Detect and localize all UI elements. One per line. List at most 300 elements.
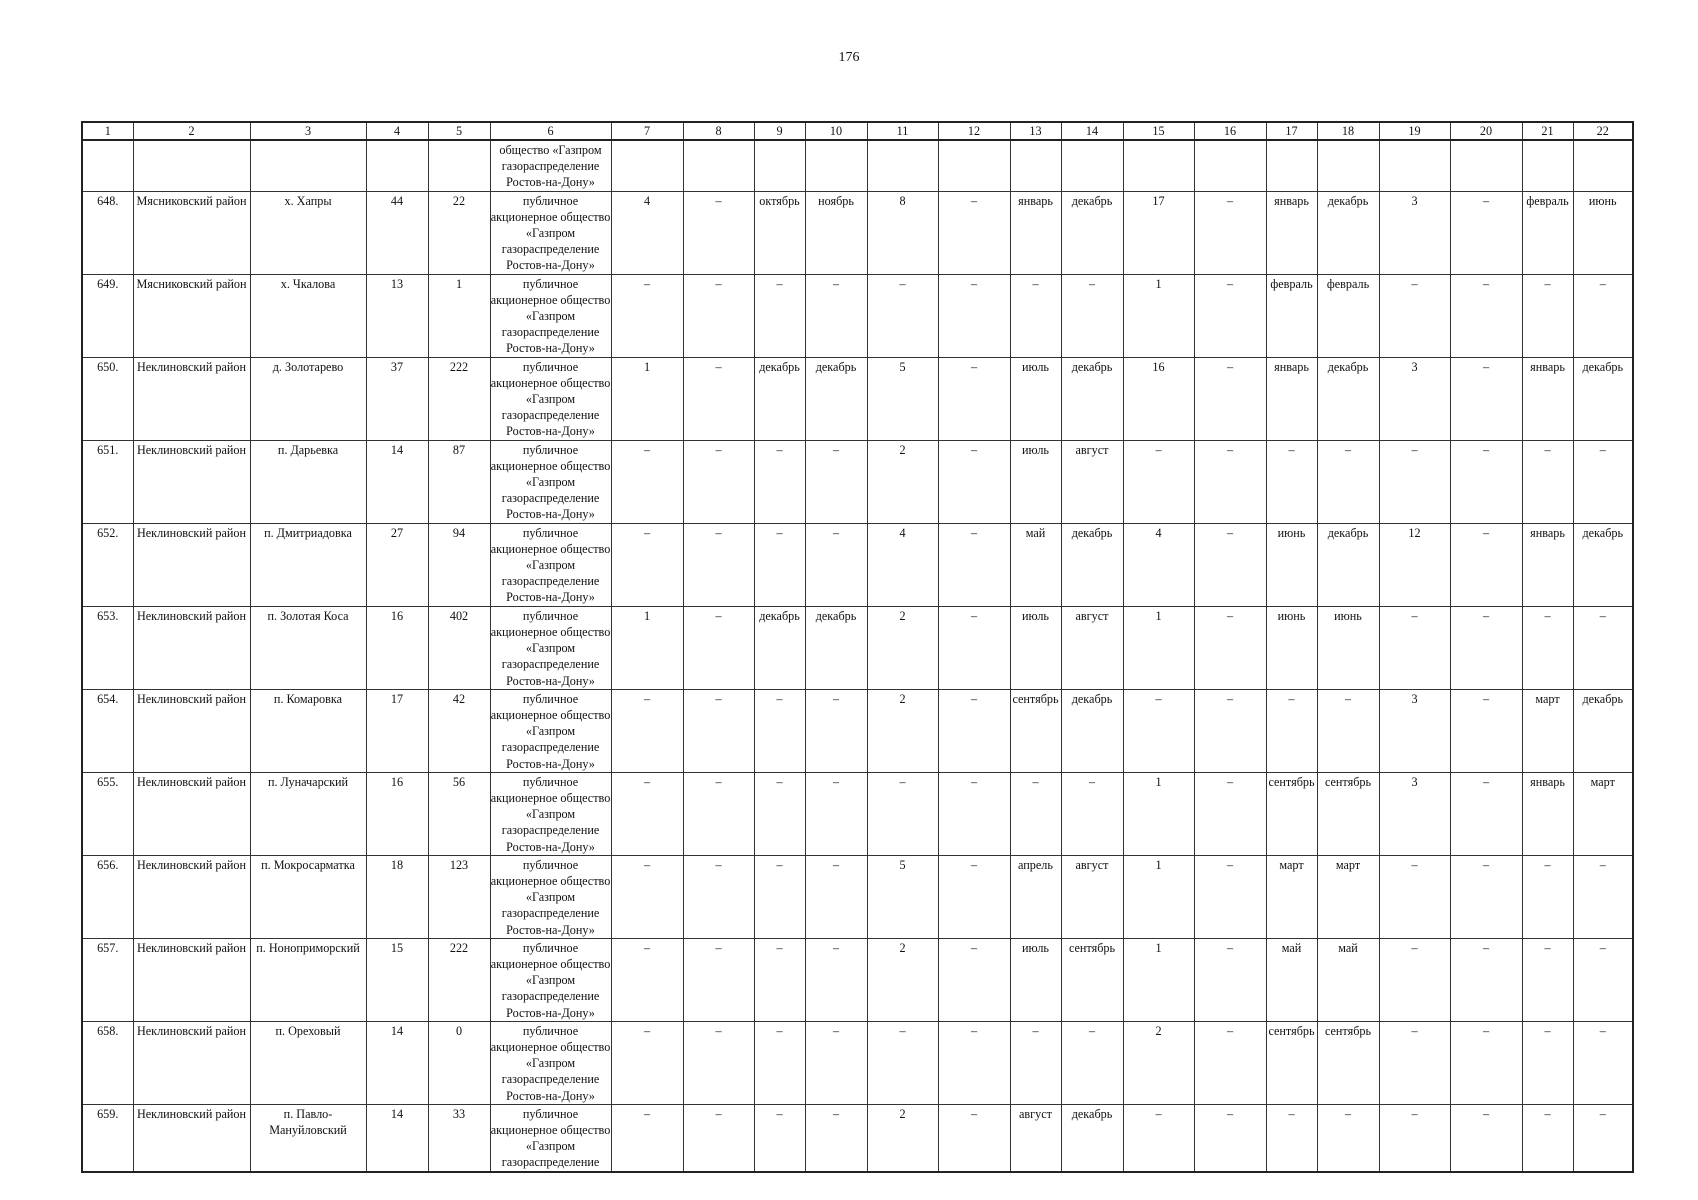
table-cell-col-1: 659. [82, 1104, 133, 1171]
table-cell-col-5: 42 [428, 689, 490, 772]
table-cell-col-3: п. Дарьевка [250, 440, 366, 523]
column-header: 6 [490, 122, 611, 140]
table-cell-col-21: – [1522, 1021, 1573, 1104]
table-cell-col-13: январь [1010, 191, 1061, 274]
table-cell-col-14: декабрь [1061, 191, 1123, 274]
table-cell-col-5: 222 [428, 357, 490, 440]
table-cell-col-5: 87 [428, 440, 490, 523]
table-cell-col-18: март [1317, 855, 1379, 938]
table-cell [1123, 140, 1194, 191]
table-cell-col-3: п. Дмитриадовка [250, 523, 366, 606]
table-cell-col-9: – [754, 1104, 805, 1171]
table-cell-col-18: – [1317, 689, 1379, 772]
table-cell-col-22: – [1573, 606, 1633, 689]
table-cell-col-17: – [1266, 440, 1317, 523]
table-cell-col-6: публичное акционерное общество «Газпром газораспределение Ростов-на-Дону» [490, 855, 611, 938]
table-cell-col-21: январь [1522, 357, 1573, 440]
table-cell-col-10: – [805, 772, 867, 855]
table-cell-col-16: – [1194, 689, 1266, 772]
table-cell-col-13: июль [1010, 606, 1061, 689]
table-cell-col-17: январь [1266, 191, 1317, 274]
table-cell-col-8: – [683, 855, 754, 938]
table-cell-col-9: – [754, 689, 805, 772]
table-cell-col-15: 1 [1123, 606, 1194, 689]
table-cell-col-5: 0 [428, 1021, 490, 1104]
table-cell [867, 140, 938, 191]
column-header: 7 [611, 122, 683, 140]
table-cell-col-6: публичное акционерное общество «Газпром газораспределение Ростов-на-Дону» [490, 274, 611, 357]
table-row [82, 440, 1633, 523]
table-cell-col-9: – [754, 855, 805, 938]
header-row [82, 122, 1633, 140]
table-cell-col-16: – [1194, 274, 1266, 357]
table-cell-col-5: 94 [428, 523, 490, 606]
table-cell-col-1: 655. [82, 772, 133, 855]
table-cell-col-7: – [611, 938, 683, 1021]
table-cell-col-8: – [683, 523, 754, 606]
table-cell-col-22: – [1573, 1021, 1633, 1104]
table-cell-col-15: – [1123, 440, 1194, 523]
table-cell-col-10: – [805, 938, 867, 1021]
table-cell-col-3: п. Ноноприморский [250, 938, 366, 1021]
table-cell-col-21: – [1522, 274, 1573, 357]
table-cell-col-10: ноябрь [805, 191, 867, 274]
column-header: 9 [754, 122, 805, 140]
table-cell-col-9: – [754, 1021, 805, 1104]
table-cell-col-11: 8 [867, 191, 938, 274]
table-cell-col-15: 17 [1123, 191, 1194, 274]
table-cell-col-12: – [938, 357, 1010, 440]
table-cell-col-19: – [1379, 606, 1450, 689]
table-cell-col-19: – [1379, 938, 1450, 1021]
table-cell [133, 140, 250, 191]
table-cell-col-1: 651. [82, 440, 133, 523]
table-row [82, 274, 1633, 357]
table-cell-col-15: 16 [1123, 357, 1194, 440]
table-cell-col-19: 3 [1379, 357, 1450, 440]
table-cell-col-9: – [754, 440, 805, 523]
table-cell-col-4: 14 [366, 1104, 428, 1171]
table-cell-col-7: – [611, 689, 683, 772]
table-row [82, 1021, 1633, 1104]
table-cell-col-6: публичное акционерное общество «Газпром газораспределение Ростов-на-Дону» [490, 357, 611, 440]
table-cell-col-18: – [1317, 440, 1379, 523]
table-cell-col-6: публичное акционерное общество «Газпром газораспределение Ростов-на-Дону» [490, 440, 611, 523]
table-cell-col-22: декабрь [1573, 689, 1633, 772]
table-cell-col-6: публичное акционерное общество «Газпром газораспределение Ростов-на-Дону» [490, 689, 611, 772]
column-header: 13 [1010, 122, 1061, 140]
table-cell-col-21: – [1522, 606, 1573, 689]
table-cell-col-7: 1 [611, 357, 683, 440]
table-cell-col-14: август [1061, 606, 1123, 689]
column-header: 21 [1522, 122, 1573, 140]
table-cell-col-20: – [1450, 1104, 1522, 1171]
table-row [82, 855, 1633, 938]
table-cell-col-21: – [1522, 1104, 1573, 1171]
table-cell-col-2: Неклиновский район [133, 689, 250, 772]
table-cell-col-17: июнь [1266, 606, 1317, 689]
table-cell-col-11: 2 [867, 1104, 938, 1171]
table-row [82, 357, 1633, 440]
table-cell-col-7: – [611, 855, 683, 938]
table-cell-col-3: п. Золотая Коса [250, 606, 366, 689]
column-header: 16 [1194, 122, 1266, 140]
table-cell-col-4: 14 [366, 1021, 428, 1104]
table-cell-col-8: – [683, 274, 754, 357]
table-cell-col-9: – [754, 938, 805, 1021]
table-cell-col-5: 56 [428, 772, 490, 855]
table-cell-col-2: Неклиновский район [133, 772, 250, 855]
table-cell-col-19: 3 [1379, 689, 1450, 772]
table-cell-col-5: 123 [428, 855, 490, 938]
table-cell [1317, 140, 1379, 191]
table-cell-col-6: публичное акционерное общество «Газпром газораспределение Ростов-на-Дону» [490, 772, 611, 855]
table-cell-col-19: 3 [1379, 772, 1450, 855]
table-cell-col-11: – [867, 772, 938, 855]
column-header: 2 [133, 122, 250, 140]
table-cell-col-13: сентябрь [1010, 689, 1061, 772]
table-cell-col-14: август [1061, 440, 1123, 523]
table-cell [683, 140, 754, 191]
table-cell-col-12: – [938, 440, 1010, 523]
table-cell-col-15: 1 [1123, 855, 1194, 938]
table-cell-col-20: – [1450, 855, 1522, 938]
table-cell-col-6: публичное акционерное общество «Газпром газораспределение Ростов-на-Дону» [490, 523, 611, 606]
table-cell-col-3: х. Чкалова [250, 274, 366, 357]
table-cell-col-16: – [1194, 606, 1266, 689]
table-row [82, 191, 1633, 274]
table-cell-col-2: Неклиновский район [133, 1104, 250, 1171]
column-header: 19 [1379, 122, 1450, 140]
table-cell-col-11: 4 [867, 523, 938, 606]
table-cell-col-6: публичное акционерное общество «Газпром газораспределение Ростов-на-Дону» [490, 1021, 611, 1104]
table-cell-col-21: январь [1522, 772, 1573, 855]
table-cell-col-5: 1 [428, 274, 490, 357]
table-cell-col-4: 16 [366, 606, 428, 689]
table-cell-col-6: публичное акционерное общество «Газпром газораспределение Ростов-на-Дону» [490, 938, 611, 1021]
table-cell-col-10: – [805, 855, 867, 938]
column-header: 18 [1317, 122, 1379, 140]
column-header: 12 [938, 122, 1010, 140]
table-cell-col-10: – [805, 523, 867, 606]
table-cell-col-21: январь [1522, 523, 1573, 606]
table-cell-col-21: март [1522, 689, 1573, 772]
table-cell-col-9: декабрь [754, 606, 805, 689]
table-cell-col-12: – [938, 772, 1010, 855]
table-cell-col-14: декабрь [1061, 523, 1123, 606]
table-cell-col-15: – [1123, 1104, 1194, 1171]
table-cell-col-8: – [683, 440, 754, 523]
table-cell-col-22: декабрь [1573, 357, 1633, 440]
table-cell-col-8: – [683, 1021, 754, 1104]
table-cell-col-5: 222 [428, 938, 490, 1021]
column-header: 11 [867, 122, 938, 140]
table-cell-col-11: 2 [867, 938, 938, 1021]
table-cell-col-7: 1 [611, 606, 683, 689]
table-cell-col-13: – [1010, 1021, 1061, 1104]
table-cell-col-12: – [938, 274, 1010, 357]
column-header: 17 [1266, 122, 1317, 140]
table-cell-col-14: декабрь [1061, 1104, 1123, 1171]
table-cell-col-5: 33 [428, 1104, 490, 1171]
table-cell-col-3: п. Луначарский [250, 772, 366, 855]
table-cell-col-14: сентябрь [1061, 938, 1123, 1021]
table-body [82, 140, 1633, 1172]
table-cell-col-1: 658. [82, 1021, 133, 1104]
table-cell [366, 140, 428, 191]
table-cell [1061, 140, 1123, 191]
table-cell-col-1: 652. [82, 523, 133, 606]
table-cell-col-12: – [938, 606, 1010, 689]
table-cell-col-6: публичное акционерное общество «Газпром газораспределение Ростов-на-Дону» [490, 191, 611, 274]
table-cell-col-17: март [1266, 855, 1317, 938]
table-cell-col-12: – [938, 191, 1010, 274]
table-cell-col-3: д. Золотарево [250, 357, 366, 440]
table-cell-col-10: декабрь [805, 606, 867, 689]
table-cell-col-4: 18 [366, 855, 428, 938]
table-cell-col-8: – [683, 1104, 754, 1171]
table-cell-col-19: – [1379, 440, 1450, 523]
table-cell-col-18: – [1317, 1104, 1379, 1171]
table-cell-col-15: 1 [1123, 772, 1194, 855]
table-cell-col-18: сентябрь [1317, 1021, 1379, 1104]
table-cell-col-16: – [1194, 772, 1266, 855]
table-cell-col-7: – [611, 1021, 683, 1104]
table-cell-col-3: п. Ореховый [250, 1021, 366, 1104]
table-cell-col-2: Неклиновский район [133, 938, 250, 1021]
table-cell-col-15: – [1123, 689, 1194, 772]
table-cell [1010, 140, 1061, 191]
table-row [82, 1104, 1633, 1171]
table-cell-col-22: март [1573, 772, 1633, 855]
table-cell-col-4: 16 [366, 772, 428, 855]
table-cell-col-9: – [754, 274, 805, 357]
table-cell-col-15: 4 [1123, 523, 1194, 606]
table-cell-col-8: – [683, 606, 754, 689]
table-row [82, 606, 1633, 689]
table-cell-col-14: декабрь [1061, 357, 1123, 440]
table-cell-col-4: 27 [366, 523, 428, 606]
table-cell-col-22: – [1573, 938, 1633, 1021]
table-cell-col-21: – [1522, 440, 1573, 523]
table-row [82, 523, 1633, 606]
table-cell-col-20: – [1450, 1021, 1522, 1104]
table-cell-col-20: – [1450, 274, 1522, 357]
table-cell-col-11: – [867, 274, 938, 357]
table-cell-col-3: п. Комаровка [250, 689, 366, 772]
page-number: 176 [838, 50, 860, 65]
table-cell-col-12: – [938, 523, 1010, 606]
table-cell-col-13: август [1010, 1104, 1061, 1171]
table-cell-col-11: 2 [867, 440, 938, 523]
table-cell-col-4: 15 [366, 938, 428, 1021]
table-cell-col-11: 5 [867, 357, 938, 440]
table-cell-col-2: Неклиновский район [133, 606, 250, 689]
table-cell-col-22: июнь [1573, 191, 1633, 274]
table-cell-col-14: – [1061, 274, 1123, 357]
table-cell-col-15: 1 [1123, 274, 1194, 357]
table-cell-col-17: – [1266, 1104, 1317, 1171]
column-header: 5 [428, 122, 490, 140]
table-cell-col-13: – [1010, 274, 1061, 357]
table-cell-col-4: 13 [366, 274, 428, 357]
table-cell-col-21: февраль [1522, 191, 1573, 274]
column-header: 4 [366, 122, 428, 140]
table-cell-col-15: 1 [1123, 938, 1194, 1021]
table-cell-col-21: – [1522, 855, 1573, 938]
table-cell-col-8: – [683, 689, 754, 772]
table-cell-col-18: сентябрь [1317, 772, 1379, 855]
table-cell-col-20: – [1450, 606, 1522, 689]
table-cell-col-11: 5 [867, 855, 938, 938]
table-cell-col-16: – [1194, 357, 1266, 440]
table-cell-col-17: – [1266, 689, 1317, 772]
table-cell-col-10: – [805, 440, 867, 523]
table-cell-col-2: Неклиновский район [133, 357, 250, 440]
table-cell-col-11: 2 [867, 689, 938, 772]
table-cell-col-10: – [805, 689, 867, 772]
table-cell [82, 140, 133, 191]
table-cell [250, 140, 366, 191]
table-cell-col-18: февраль [1317, 274, 1379, 357]
table-cell-col-1: 654. [82, 689, 133, 772]
table-cell-col-1: 656. [82, 855, 133, 938]
table-cell-org-continuation: общество «Газпром газораспределение Ростов-на-Дону» [490, 140, 611, 191]
table-cell-col-17: июнь [1266, 523, 1317, 606]
table-cell-col-14: – [1061, 772, 1123, 855]
table-cell-col-4: 17 [366, 689, 428, 772]
table-cell-col-4: 37 [366, 357, 428, 440]
table-cell-col-5: 22 [428, 191, 490, 274]
table-cell-col-2: Неклиновский район [133, 1021, 250, 1104]
table-cell-col-3: п. Мокросарматка [250, 855, 366, 938]
table-cell-col-2: Мясниковский район [133, 274, 250, 357]
table-cell-col-13: май [1010, 523, 1061, 606]
table-cell [1266, 140, 1317, 191]
table-cell-col-8: – [683, 357, 754, 440]
table-cell-col-10: – [805, 1104, 867, 1171]
table-cell-col-12: – [938, 689, 1010, 772]
table-cell-col-7: – [611, 440, 683, 523]
table-cell-col-9: – [754, 772, 805, 855]
table-cell-col-17: сентябрь [1266, 1021, 1317, 1104]
table-cell-col-16: – [1194, 523, 1266, 606]
table-cell [1573, 140, 1633, 191]
table-cell [938, 140, 1010, 191]
table-cell [1379, 140, 1450, 191]
table-cell-col-19: 12 [1379, 523, 1450, 606]
table-cell-col-1: 650. [82, 357, 133, 440]
table-cell-col-13: – [1010, 772, 1061, 855]
table-cell-col-9: – [754, 523, 805, 606]
table-cell [754, 140, 805, 191]
table-cell-col-12: – [938, 938, 1010, 1021]
table-cell-col-2: Мясниковский район [133, 191, 250, 274]
table-cell-col-13: июль [1010, 440, 1061, 523]
table-cell-col-7: – [611, 523, 683, 606]
column-header: 8 [683, 122, 754, 140]
table-cell-col-20: – [1450, 523, 1522, 606]
table-cell [1450, 140, 1522, 191]
column-header: 22 [1573, 122, 1633, 140]
table-cell-col-22: – [1573, 274, 1633, 357]
table-cell [428, 140, 490, 191]
table-cell-col-9: декабрь [754, 357, 805, 440]
table-cell-col-10: декабрь [805, 357, 867, 440]
table-cell-col-7: – [611, 772, 683, 855]
table-cell-col-16: – [1194, 440, 1266, 523]
table-cell-col-17: январь [1266, 357, 1317, 440]
table-cell-col-8: – [683, 938, 754, 1021]
table-cell-col-22: – [1573, 440, 1633, 523]
table-cell-col-16: – [1194, 1021, 1266, 1104]
table-cell-col-7: – [611, 274, 683, 357]
table-cell-col-14: август [1061, 855, 1123, 938]
table-cell-col-21: – [1522, 938, 1573, 1021]
table-cell-col-17: февраль [1266, 274, 1317, 357]
table-cell-col-18: декабрь [1317, 357, 1379, 440]
table-cell-col-18: июнь [1317, 606, 1379, 689]
table-cell-col-4: 44 [366, 191, 428, 274]
table-cell-col-15: 2 [1123, 1021, 1194, 1104]
table-row [82, 938, 1633, 1021]
table-cell-col-6: публичное акционерное общество «Газпром газораспределение Ростов-на-Дону» [490, 606, 611, 689]
table-cell-col-3: х. Хапры [250, 191, 366, 274]
table-cell-col-20: – [1450, 772, 1522, 855]
column-header: 1 [82, 122, 133, 140]
column-header: 14 [1061, 122, 1123, 140]
table-cell-col-7: 4 [611, 191, 683, 274]
table-cell-col-5: 402 [428, 606, 490, 689]
table-cell-col-18: декабрь [1317, 523, 1379, 606]
table-cell-col-20: – [1450, 191, 1522, 274]
table-cell-col-16: – [1194, 191, 1266, 274]
table-cell [1522, 140, 1573, 191]
table-cell-col-6: публичное акционерное общество «Газпром газораспределение [490, 1104, 611, 1171]
table-cell-col-16: – [1194, 855, 1266, 938]
table-cell-col-8: – [683, 191, 754, 274]
table-cell-col-20: – [1450, 440, 1522, 523]
table-cell-col-19: – [1379, 274, 1450, 357]
table-cell-col-10: – [805, 274, 867, 357]
table-cell-col-19: – [1379, 1021, 1450, 1104]
table-cell-col-17: сентябрь [1266, 772, 1317, 855]
table-cell-col-4: 14 [366, 440, 428, 523]
table-row [82, 689, 1633, 772]
table-cell-col-16: – [1194, 1104, 1266, 1171]
table-cell-col-2: Неклиновский район [133, 440, 250, 523]
table-cell-col-14: декабрь [1061, 689, 1123, 772]
table-cell-col-18: май [1317, 938, 1379, 1021]
table-cell-col-14: – [1061, 1021, 1123, 1104]
table-cell-col-12: – [938, 1021, 1010, 1104]
table-cell [611, 140, 683, 191]
table-cell-col-22: декабрь [1573, 523, 1633, 606]
table-cell-col-16: – [1194, 938, 1266, 1021]
table-cell-col-22: – [1573, 1104, 1633, 1171]
data-table [81, 121, 1634, 1173]
table-cell-col-11: – [867, 1021, 938, 1104]
table-cell-col-7: – [611, 1104, 683, 1171]
table-cell [1194, 140, 1266, 191]
table-cell-col-19: – [1379, 855, 1450, 938]
table-cell-col-20: – [1450, 357, 1522, 440]
table-cell [805, 140, 867, 191]
table-cell-col-13: июль [1010, 357, 1061, 440]
table-cell-col-20: – [1450, 938, 1522, 1021]
table-cell-col-2: Неклиновский район [133, 855, 250, 938]
table-cell-col-17: май [1266, 938, 1317, 1021]
